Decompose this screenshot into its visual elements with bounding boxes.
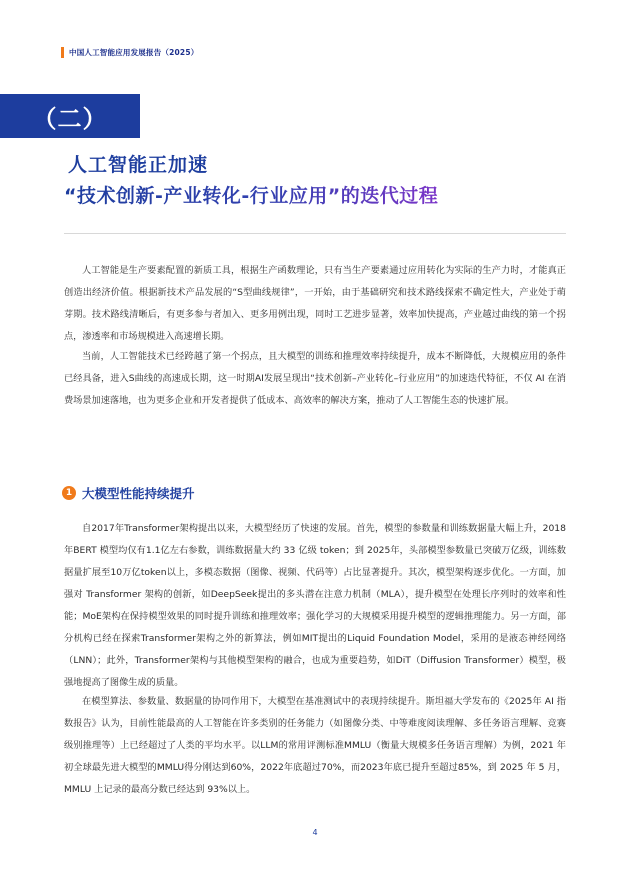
page-title-line2: “技术创新-产业转化-行业应用”的迭代过程 [64, 181, 438, 208]
body-paragraph-3: 自2017年Transformer架构提出以来，大模型经历了快速的发展。首先，模型的参数量和训练数据量大幅上升，2018年BERT 模型均仅有1.1亿左右参数，训练数据量大约 33 亿级 token；到 2025年，头部模型参数量已突破万亿级，训练数据量扩展至10万亿token以上，多模态数据（图像、视频、代码等）占比显著提升。其次，模型架构逐步优化。一方面，加强对 Transformer 架构的创新，如DeepSeek提出的多头潜在注意力机制（MLA），提升模型在处理长序列时的效率和性能；MoE架构在保持模型效果的同时提升训练和推理效率；强化学习的大规模采用提升模型的逻辑推理能力。另一方面，部分机构已经在探索Transformer架构之外的新算法，例如MIT提出的Liquid Foundation Model，采用的是液态神经网络（LNN）；此外，Transformer架构与其他模型架构的融合，也成为重要趋势，如DiT（Diffusion Transformer）模型，极强地提高了图像生成的质量。 [64, 523, 566, 688]
title-divider [64, 233, 566, 234]
page-number: 4 [312, 828, 318, 837]
running-header [61, 46, 198, 58]
header-accent-bar [61, 47, 64, 58]
subheading-number-badge: 1 [62, 486, 76, 500]
subheading [62, 484, 195, 502]
section-label-box [0, 94, 140, 138]
body-paragraph-4: 在模型算法、参数量、数据量的协同作用下，大模型在基准测试中的表现持续提升。斯坦福大学发布的《2025年 AI 指数报告》认为，目前性能最高的人工智能在许多类别的任务能力（如图像分类、中等难度阅读理解、多任务语言理解、竞赛级别推理等）上已经超过了人类的平均水平。以LLM的常用评测标准MMLU（衡量大规模多任务语言理解）为例，2021 年初全球最先进大模型的MMLU得分刚达到60%，2022年底超过70%，而2023年底已提升至超过85%，到 2025 年 5 月，MMLU 上记录的最高分数已经达到 93%以上。 [64, 696, 566, 795]
body-paragraph-2: 当前，人工智能技术已经跨越了第一个拐点，且大模型的训练和推理效率持续提升，成本不断降低，大规模应用的条件已经具备，进入S曲线的高速成长期，这一时期AI发展呈现出“技术创新–产业转化–行业应用”的加速迭代特征，不仅 AI 在消费场景加速落地，也为更多企业和开发者提供了低成本、高效率的解决方案，推动了人工智能生态的快速扩展。 [64, 351, 566, 406]
body-paragraph-1: 人工智能是生产要素配置的新质工具，根据生产函数理论，只有当生产要素通过应用转化为实际的生产力时，才能真正创造出经济价值。根据新技术产品发展的“S型曲线规律”，一开始，由于基础研究和技术路线探索不确定性大，产业处于萌芽期。技术路线清晰后，有更多参与者加入、更多用例出现，同时工艺进步显著，效率加快提高，产业越过曲线的第一个拐点，渗透率和市场规模进入高速增长期。 [64, 265, 566, 342]
subheading-text: 大模型性能持续提升 [82, 486, 195, 501]
section-label: （二） [32, 104, 108, 133]
page-title-line1: 人工智能正加速 [68, 154, 209, 176]
header-title: 中国人工智能应用发展报告（2025） [69, 47, 199, 57]
